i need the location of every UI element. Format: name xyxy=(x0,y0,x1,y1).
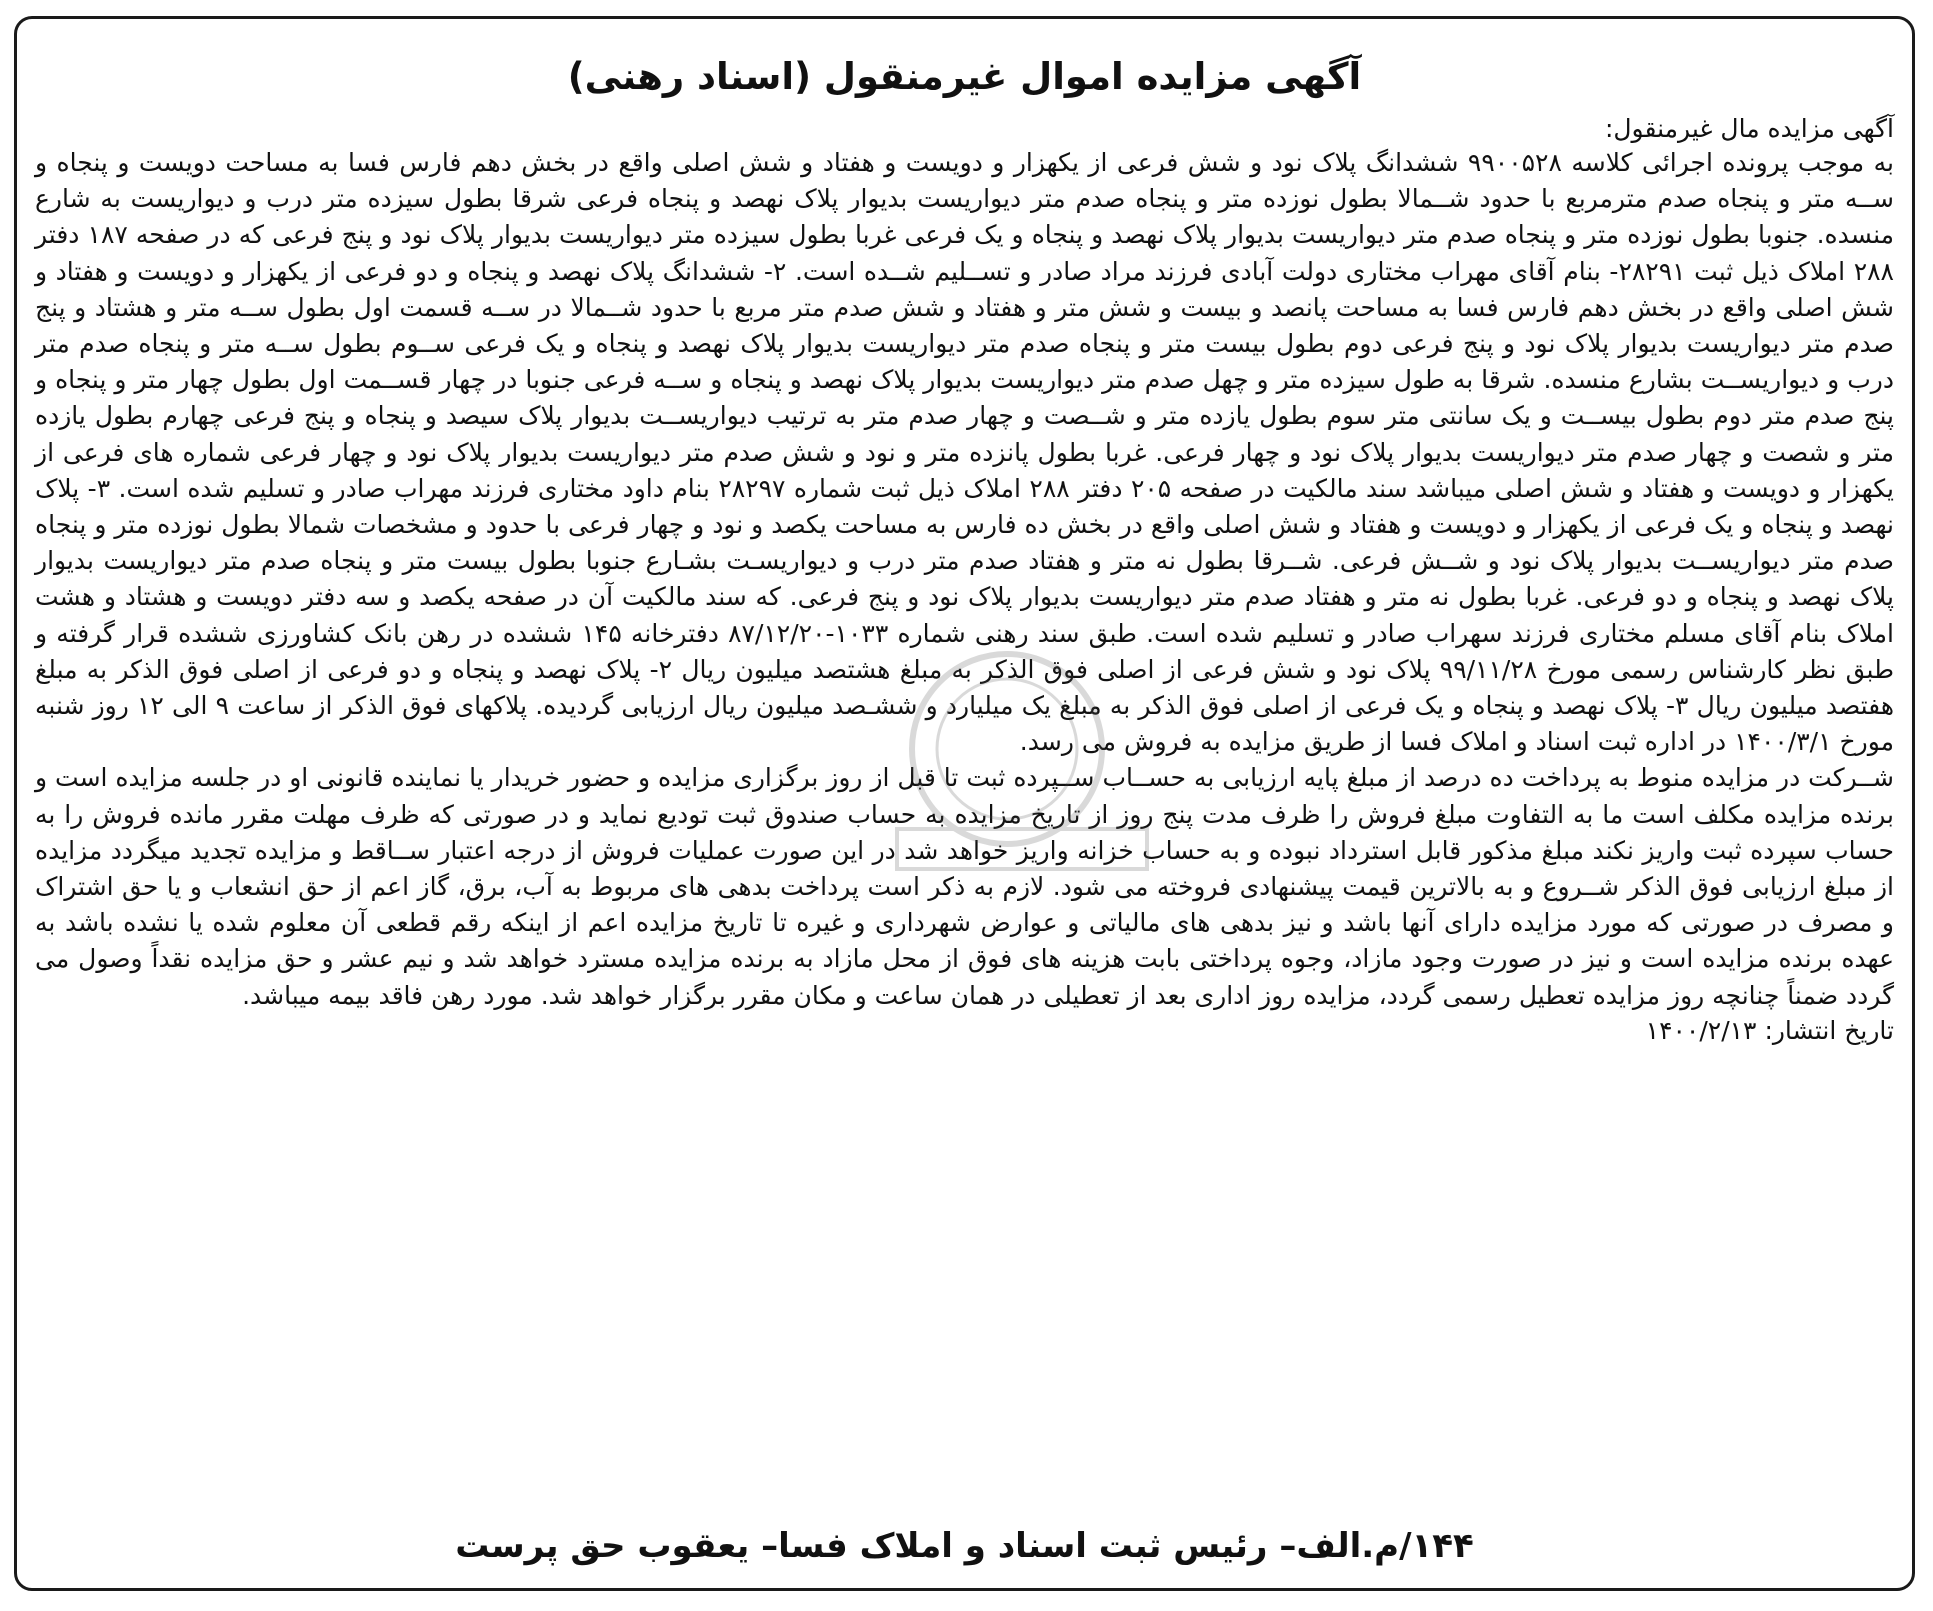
notice-body-paragraph-2: شــرکت در مزایده منوط به پرداخت ده درصد از مبلغ پایه ارزیابی به حســاب ســپرده ثبت تا قبل از روز برگزاری مزایده و حضور خریدار یا نماینده قانونی او در جلسه مزایده است و برنده مزایده مکلف است ما به التفاوت مبلغ فروش را ظرف مدت پنج روز از تاریخ مزایده به حساب صندوق ثبت تودیع نماید و در صورتی که ظرف مهلت مقرر مانده فروش را به حساب سپرده ثبت واریز نکند مبلغ مذکور قابل استرداد نبوده و به حساب خزانه واریز خواهد شد در این صورت عملیات فروش از درجه اعتبار ســاقط و مزایده تجدید میگردد مزایده از مبلغ ارزیابی فوق الذکر شــروع و به بالاترین قیمت پیشنهادی فروخته می شود. لازم به ذکر است پرداخت بدهی های مربوط به آب، برق، گاز اعم از حق انشعاب و یا حق اشتراک و مصرف در صورتی که مورد مزایده دارای آنها باشد و نیز بدهی های مالیاتی و عوارض شهرداری و غیره تا تاریخ مزایده اعم از اینکه رقم قطعی آن معلوم شده یا نشده باشد به عهده برنده مزایده است و نیز در صورت وجود مازاد، وجوه پرداختی بابت هزینه های فوق از محل مازاد به برنده مزایده مسترد خواهد شد و نیم عشر و حق مزایده نقداً وصول می گردد ضمناً چنانچه روز مزایده تعطیل رسمی گردد، مزایده روز اداری بعد از تعطیلی در همان ساعت و مکان مقرر برگزار خواهد شد. مورد رهن فاقد بیمه میباشد. xyxy=(35,763,1894,1010)
notice-title: آگهی مزایده اموال غیرمنقول (اسناد رهنی) xyxy=(567,55,1362,98)
notice-frame xyxy=(14,16,1915,1591)
notice-subtitle: آگهی مزایده مال غیرمنقول: xyxy=(1604,114,1894,143)
notice-body-paragraph-1: به موجب پرونده اجرائی کلاسه ۹۹۰۰۵۲۸ ششدانگ پلاک نود و شش فرعی از یکهزار و دویست و هفتاد و شش اصلی واقع در بخش دهم فارس فسا به مساحت دویست و پنجاه و ســه متر و پنجاه صدم مترمربع با حدود شــمالا بطول نوزده متر و پنجاه صدم متر دیواریست بدیوار پلاک نهصد و پنجاه فرعی شرقا بطول سیزده متر درب و دیواریست به شارع منسده. جنوبا بطول نوزده متر و پنجاه صدم متر دیواریست بدیوار پلاک نهصد و پنجاه و یک فرعی غربا بطول سیزده متر دیواریست بدیوار پلاک نود و پنج فرعی که در صفحه ۱۸۷ دفتر ۲۸۸ املاک ذیل ثبت ۲۸۲۹۱- بنام آقای مهراب مختاری دولت آبادی فرزند مراد صادر و تســلیم شــده است. ۲- ششدانگ پلاک نهصد و پنجاه و دو فرعی از یکهزار و دویست و هفتاد و شش اصلی واقع در بخش دهم فارس فسا به مساحت پانصد و بیست و شش متر و هفتاد و شش صدم متر مربع با حدود شــمالا در ســه قسمت اول بطول ســه متر و هشتاد و پنج صدم متر دیواریست بدیوار پلاک نود و پنج فرعی دوم بطول بیست متر و پنجاه صدم متر دیواریست بدیوار پلاک نهصد و پنجاه و یک فرعی ســوم بطول ســه متر و پنجاه صدم متر درب و دیواریســت بشارع منسده. شرقا به طول سیزده متر و چهل صدم متر دیواریست بدیوار پلاک نهصد و پنجاه و ســه فرعی جنوبا در چهار قســمت اول بطول چهار متر و پنجاه و پنج صدم متر دوم بطول بیســت و یک سانتی متر سوم بطول یازده متر و شــصت و چهار صدم متر به ترتیب دیواریســت بدیوار پلاک سیصد و پنجاه و پنج فرعی چهارم بطول یازده متر و شصت و چهار صدم متر دیواریست بدیوار پلاک نود و چهار فرعی. غربا بطول پانزده متر و نود و شش صدم متر دیواریست بدیوار پلاک نود و چهار فرعی شماره های فرعی از یکهزار و دویست و هفتاد و شش اصلی میباشد سند مالکیت در صفحه ۲۰۵ دفتر ۲۸۸ املاک ذیل ثبت شماره ۲۸۲۹۷ بنام داود مختاری فرزند مهراب صادر و تسلیم شده است. ۳- پلاک نهصد و پنجاه و یک فرعی از یکهزار و دویست و هفتاد و شش اصلی واقع در بخش ده فارس به مساحت یکصد و نود و چهار فرعی با حدود و مشخصات شمالا بطول نوزده متر و پنجاه صدم متر دیواریســت بدیوار پلاک نود و شــش فرعی. شــرقا بطول نه متر و هفتاد صدم متر درب و دیواریسـت بشـارع جنوبا بطول بیست متر و پنجاه صدم متر دیواریست بدیوار پلاک نهصد و پنجاه و دو فرعی. غربا بطول نه متر و هفتاد صدم متر دیواریست بدیوار پلاک نود و پنج فرعی. که سند مالکیت آن در صفحه یکصد و سه دفتر دویست و هشتاد و هشت املاک بنام آقای مسلم مختاری فرزند سهراب صادر و تسلیم شده است. طبق سند رهنی شماره ۱۰۳۳-۸۷/۱۲/۲۰ دفترخانه ۱۴۵ ششده در رهن بانک کشاورزی ششده قرار گرفته و طبق نظر کارشناس رسمی مورخ ۹۹/۱۱/۲۸ پلاک نود و شش فرعی از اصلی فوق الذکر به مبلغ هشتصد میلیون ریال ۲- پلاک نهصد و پنجاه و دو فرعی از اصلی فوق الذکر به مبلغ هفتصد میلیون ریال ۳- پلاک نهصد و پنجاه و یک فرعی از اصلی فوق الذکر به مبلغ یک میلیارد و ششـصد میلیون ریال ارزیابی گردیده. پلاکهای فوق الذکر از ساعت ۹ الی ۱۲ روز شنبه مورخ ۱۴۰۰/۳/۱ در اداره ثبت اسناد و املاک فسا از طریق مزایده به فروش می رسد. xyxy=(35,148,1895,757)
publish-date-value: ۱۴۰۰/۲/۱۳ xyxy=(1645,1015,1757,1045)
notice-signature: ۱۴۴/م.الف– رئیس ثبت اسناد و املاک فسا– یعقوب حق پرست xyxy=(455,1526,1474,1566)
publish-date-label: تاریخ انتشار: xyxy=(1764,1015,1894,1045)
publish-date xyxy=(35,1014,1894,1048)
